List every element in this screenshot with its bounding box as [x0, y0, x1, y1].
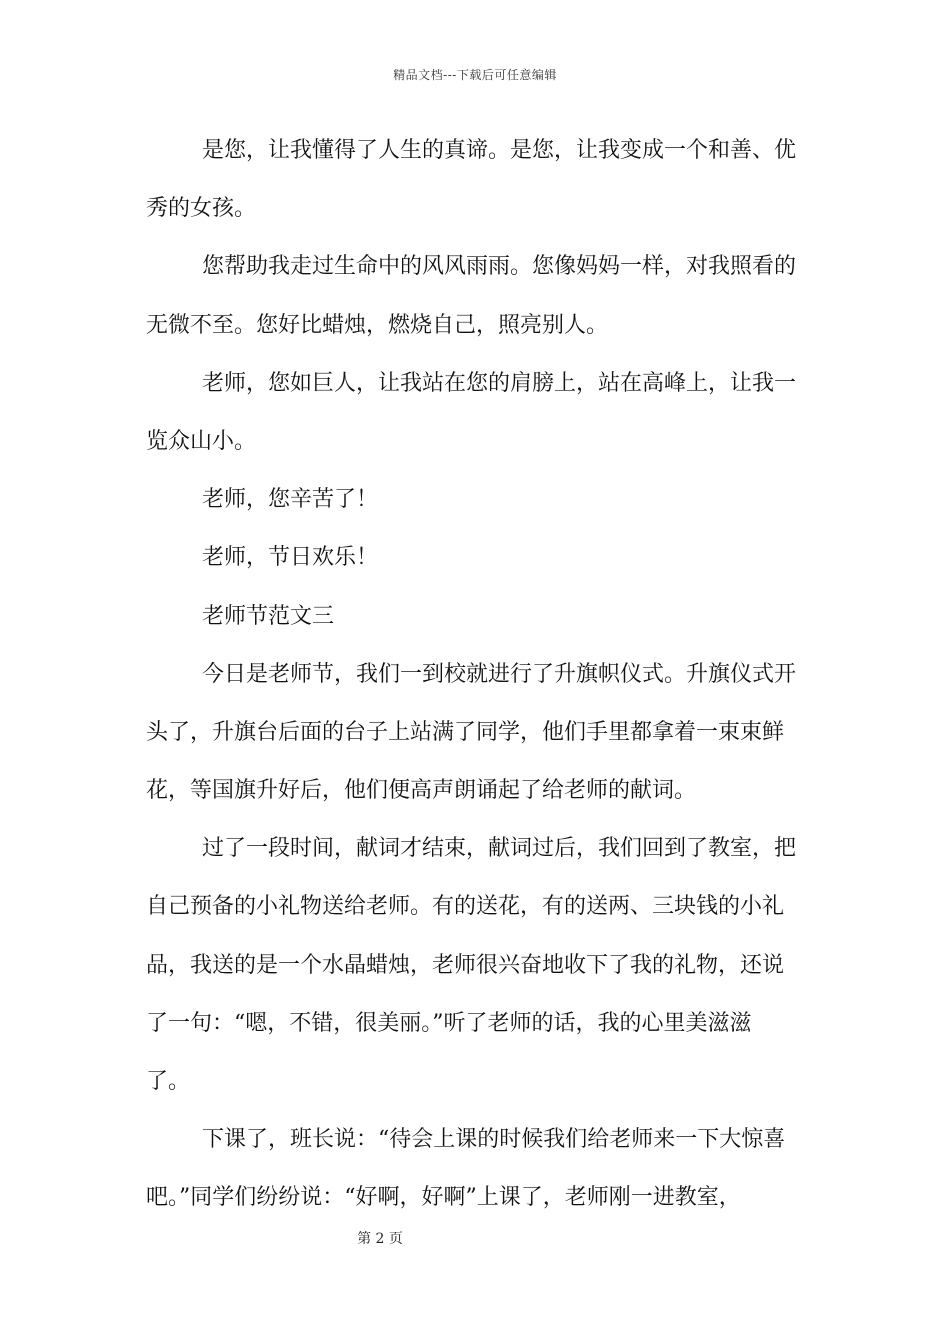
text-line-8: 老师，节日欢乐！: [202, 545, 379, 571]
document-body: [146, 130, 808, 1236]
text-line-4: 无微不至。您好比蜡烛，燃烧自己，照亮别人。: [146, 312, 609, 338]
text-line-10: 今日是老师节，我们一到校就进行了升旗帜仪式。升旗仪式开: [202, 661, 797, 687]
page-header: 精品文档---下载后可任意编辑: [393, 68, 557, 82]
text-line-3: 您帮助我走过生命中的风风雨雨。您像妈妈一样，对我照看的: [202, 254, 797, 280]
text-line-14: 自己预备的小礼物送给老师。有的送花，有的送两、三块钱的小礼: [146, 894, 785, 920]
text-line-15: 品，我送的是一个水晶蜡烛，老师很兴奋地收下了我的礼物，还说: [146, 952, 785, 978]
text-line-12: 花，等国旗升好后，他们便高声朗诵起了给老师的献词。: [146, 778, 697, 804]
text-line-16: 了一句：“嗯，不错，很美丽。”听了老师的话，我的心里美滋滋: [146, 1010, 752, 1036]
text-line-19: 吧。”同学们纷纷说：“好啊，好啊”上课了，老师刚一进教室，: [146, 1185, 741, 1211]
text-line-17: 了。: [146, 1069, 191, 1094]
text-line-6: 览众山小。: [146, 428, 257, 454]
section-heading: 老师节范文三: [202, 603, 335, 629]
text-line-7: 老师，您辛苦了！: [202, 487, 379, 513]
text-line-11: 头了，升旗台后面的台子上站满了同学，他们手里都拿着一束束鲜: [146, 719, 785, 745]
text-line-18: 下课了，班长说：“待会上课的时候我们给老师来一下大惊喜: [202, 1127, 786, 1153]
page-number: 第 2 页: [357, 1231, 403, 1247]
text-line-5: 老师，您如巨人，让我站在您的肩膀上，站在高峰上，让我一: [202, 370, 797, 396]
text-line-1: 是您，让我懂得了人生的真谛。是您，让我变成一个和善、优: [202, 138, 797, 163]
text-line-13: 过了一段时间，献词才结束，献词过后，我们回到了教室，把: [202, 836, 797, 862]
text-line-2: 秀的女孩。: [146, 196, 257, 222]
